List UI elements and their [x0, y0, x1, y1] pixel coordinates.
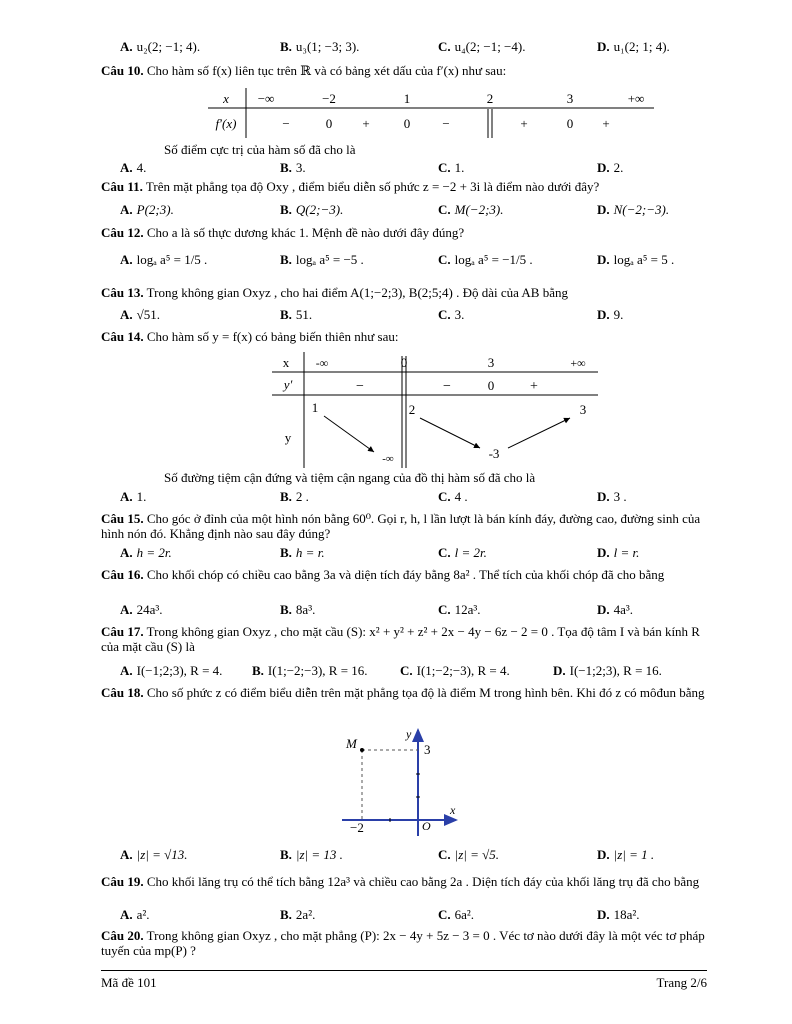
q10-sign: + — [520, 116, 528, 131]
q12-option-b: B. logₐ a⁵ = −5 . — [280, 252, 364, 267]
q19-option-d: D. 18a². — [597, 907, 640, 922]
q17-option-c: C. I(1;−2;−3), R = 4. — [400, 663, 510, 678]
q12-stem: Câu 12. Cho a là số thực dương khác 1. Mệnh đề nào dưới đây đúng? — [101, 225, 465, 240]
q15-stem: Câu 15. Cho góc ở đỉnh của một hình nón bằng 60⁰. Gọi r, h, l lần lượt là bán kính đáy, đường cao, đường sinh của hình nón đó. Khẳng định nào sau đây đúng? — [101, 511, 701, 541]
q18-option-a: A. |z| = √13. — [120, 847, 188, 862]
q14-y-value: -∞ — [382, 453, 394, 465]
q14-option-d: D. 3 . — [597, 489, 627, 504]
q17-option-d: D. I(−1;2;3), R = 16. — [553, 663, 662, 678]
q10-x-label: x — [223, 91, 229, 106]
q14-yprime-sign: + — [530, 379, 538, 394]
q10-x-value: 2 — [486, 91, 494, 106]
q14-y-value: 2 — [408, 402, 416, 417]
q10-sign: 0 — [325, 116, 333, 131]
q10-sign: 0 — [566, 116, 574, 131]
q10-option-d: D. 2. — [597, 160, 624, 175]
q13-stem: Câu 13. Trong không gian Oxyz , cho hai điểm A(1;−2;3), B(2;5;4) . Độ dài của AB bằng — [101, 285, 568, 300]
q18-option-d: D. |z| = 1 . — [597, 847, 655, 862]
q14-x-value: 3 — [487, 355, 495, 370]
q14-yprime-sign: − — [443, 379, 451, 394]
point-m-label: M — [346, 736, 357, 751]
q17-option-b: B. I(1;−2;−3), R = 16. — [252, 663, 368, 678]
q16-option-c: C. 12a³. — [438, 602, 481, 617]
q10-stem: Câu 10. Cho hàm số f(x) liên tục trên ℝ và có bảng xét dấu của f′(x) như sau: — [101, 63, 507, 78]
q17-option-a: A. I(−1;2;3), R = 4. — [120, 663, 223, 678]
q14-increase-arrow — [508, 418, 570, 448]
q10-x-value: −2 — [322, 91, 336, 106]
q10-x-value: −∞ — [257, 91, 275, 106]
q10-sign-table — [208, 88, 654, 138]
q13-option-d: D. 9. — [597, 307, 624, 322]
point-m — [360, 748, 364, 752]
q14-y-value: 3 — [579, 402, 587, 417]
q11-option-a: A. P(2;3). — [120, 202, 174, 217]
q13-option-b: B. 51. — [280, 307, 313, 322]
q15-option-c: C. l = 2r. — [438, 545, 487, 560]
q9-option-b: B. u₃(1; −3; 3). — [280, 39, 360, 54]
q11-option-c: C. M(−2;3). — [438, 202, 504, 217]
q19-option-b: B. 2a². — [280, 907, 316, 922]
q11-stem: Câu 11. Trên mặt phẳng tọa độ Oxy , điểm biểu diễn số phức z = −2 + 3i là điểm nào dưới đây? — [101, 179, 600, 194]
q14-y-value: 1 — [311, 400, 319, 415]
q9-option-c: C. u₄(2; −1; −4). — [438, 39, 526, 54]
q10-sign: − — [282, 116, 290, 131]
q14-yprime-sign: 0 — [487, 378, 495, 393]
q10-fprime-label: f′(x) — [215, 116, 237, 131]
q12-option-c: C. logₐ a⁵ = −1/5 . — [438, 252, 533, 267]
q14-stem: Câu 14. Cho hàm số y = f(x) có bảng biến thiên như sau: — [101, 329, 399, 344]
q15-option-d: D. l = r. — [597, 545, 640, 560]
q14-option-c: C. 4 . — [438, 489, 468, 504]
x-axis-label: x — [450, 803, 456, 817]
q14-option-a: A. 1. — [120, 489, 147, 504]
q14-x-value: +∞ — [570, 356, 586, 370]
q16-option-b: B. 8a³. — [280, 602, 316, 617]
q17-stem: Câu 17. Trong không gian Oxyz , cho mặt cầu (S): x² + y² + z² + 2x − 4y − 6z − 2 = 0 . Tọa độ tâm I và bán kính R của mặt cầu (S) là — [101, 624, 700, 654]
q10-x-value: 1 — [403, 91, 411, 106]
y-tick-label: 3 — [424, 742, 431, 757]
q14-yprime-label: y′ — [283, 377, 293, 392]
q12-option-d: D. logₐ a⁵ = 5 . — [597, 252, 675, 267]
q10-option-a: A. 4. — [120, 160, 147, 175]
q16-option-a: A. 24a³. — [120, 602, 163, 617]
q10-sign: + — [362, 116, 370, 131]
q14-y-label: y — [284, 430, 292, 445]
q9-option-a: A. u₂(2; −1; 4). — [120, 39, 201, 54]
q10-x-value: +∞ — [627, 91, 645, 106]
q14-variation-table — [272, 352, 598, 468]
q20-stem: Câu 20. Trong không gian Oxyz , cho mặt phẳng (P): 2x − 4y + 5z − 3 = 0 . Véc tơ nào dưới đây là một véc tơ pháp tuyến của mp(P) ? — [101, 928, 705, 958]
q10-sign: 0 — [403, 116, 411, 131]
x-tick-label: −2 — [350, 820, 364, 835]
q16-option-d: D. 4a³. — [597, 602, 634, 617]
q14-decrease-arrow — [420, 418, 480, 448]
q13-option-a: A. √51. — [120, 307, 161, 322]
q14-yprime-sign: − — [356, 379, 364, 394]
q14-option-b: B. 2 . — [280, 489, 309, 504]
q10-sign: + — [602, 116, 610, 131]
page-footer — [101, 970, 707, 990]
q18-coordinate-graph — [338, 724, 468, 839]
q18-stem: Câu 18. Cho số phức z có điểm biểu diễn trên mặt phẳng tọa độ là điểm M trong hình bên. Khi đó z có môđun bằng — [101, 685, 705, 700]
q18-option-c: C. |z| = √5. — [438, 847, 500, 862]
q14-prompt: Số đường tiệm cận đứng và tiệm cận ngang của đồ thị hàm số đã cho là — [164, 470, 536, 485]
q14-x-value: -∞ — [315, 356, 329, 370]
q14-x-value: 0 — [400, 355, 408, 370]
q19-option-c: C. 6a². — [438, 907, 475, 922]
q10-option-b: B. 3. — [280, 160, 306, 175]
page-number: Trang 2/6 — [656, 975, 707, 990]
q14-x-label: x — [282, 355, 290, 370]
q11-option-b: B. Q(2;−3). — [280, 202, 344, 217]
q15-option-a: A. h = 2r. — [120, 545, 172, 560]
q18-option-b: B. |z| = 13 . — [280, 847, 343, 862]
y-axis-label: y — [406, 727, 412, 741]
q14-y-value: -3 — [488, 446, 500, 461]
q19-stem: Câu 19. Cho khối lăng trụ có thể tích bằng 12a³ và chiều cao bằng 2a . Diện tích đáy của khối lăng trụ đã cho bằng — [101, 874, 700, 889]
q10-sign: − — [442, 116, 450, 131]
q10-x-value: 3 — [566, 91, 574, 106]
q13-option-c: C. 3. — [438, 307, 465, 322]
q10-option-c: C. 1. — [438, 160, 465, 175]
q12-option-a: A. logₐ a⁵ = 1/5 . — [120, 252, 208, 267]
q15-option-b: B. h = r. — [280, 545, 325, 560]
q16-stem: Câu 16. Cho khối chóp có chiều cao bằng 3a và diện tích đáy bằng 8a² . Thể tích của khối chóp đã cho bằng — [101, 567, 665, 582]
exam-code: Mã đề 101 — [101, 975, 157, 990]
q11-option-d: D. N(−2;−3). — [597, 202, 670, 217]
origin-label: O — [422, 819, 431, 833]
q10-prompt: Số điểm cực trị của hàm số đã cho là — [164, 142, 356, 157]
q19-option-a: A. a². — [120, 907, 150, 922]
q14-decrease-arrow — [324, 416, 374, 452]
q9-option-d: D. u₁(2; 1; 4). — [597, 39, 670, 54]
